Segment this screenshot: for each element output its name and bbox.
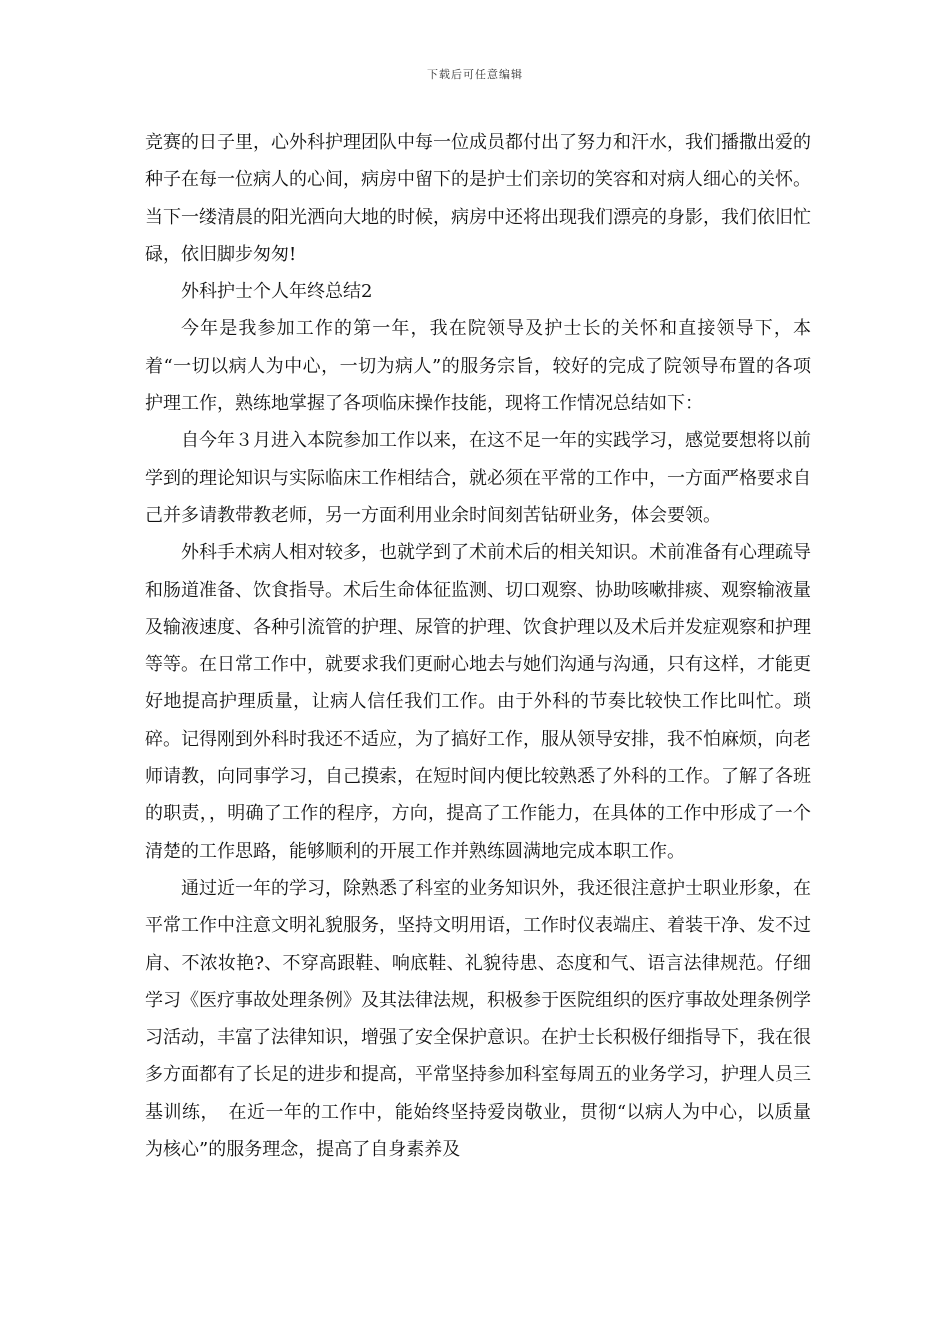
page-header-note: 下载后可任意编辑 <box>427 68 523 81</box>
paragraph-intro: 今年是我参加工作的第一年，我在院领导及护士长的关怀和直接领导下，本着“一切以病人为中心，一切为病人”的服务宗旨，较好的完成了院领导布置的各项护理工作，熟练地掌握了各项临床操作技能，现将工作情况总结如下： <box>145 318 811 415</box>
section-heading: 外科护士个人年终总结2 <box>181 281 373 303</box>
paragraph-surgery-knowledge: 外科手术病人相对较多，也就学到了术前术后的相关知识。术前准备有心理疏导和肠道准备、饮食指导。术后生命体征监测、切口观察、协助咳嗽排痰、观察输液量及输液速度、各种引流管的护理、尿管的护理、饮食护理以及术后并发症观察和护理等等。在日常工作中，就要求我们更耐心地去与她们沟通与沟通，只有这样，才能更好地提高护理质量，让病人信任我们工作。由于外科的节奏比较快工作比叫忙。琐碎。记得刚到外科时我还不适应，为了搞好工作，服从领导安排，我不怕麻烦，向老师请教，向同事学习，自己摸索，在短时间内便比较熟悉了外科的工作。了解了各班的职责，，明确了工作的程序，方向，提高了工作能力，在具体的工作中形成了一个清楚的工作思路，能够顺利的开展工作并熟练圆满地完成本职工作。 <box>145 542 811 862</box>
paragraph-continuation: 竞赛的日子里，心外科护理团队中每一位成员都付出了努力和汗水，我们播撒出爱的种子在每一位病人的心间，病房中留下的是护士们亲切的笑容和对病人细心的关怀。当下一缕清晨的阳光洒向大地的时候，病房中还将出现我们漂亮的身影，我们依旧忙碌，依旧脚步匆匆! <box>145 132 811 265</box>
document-body <box>145 124 811 1168</box>
paragraph-professional-image: 通过近一年的学习，除熟悉了科室的业务知识外，我还很注意护士职业形象，在平常工作中注意文明礼貌服务，坚持文明用语，工作时仪表端庄、着装干净、发不过肩、不浓妆艳?、不穿高跟鞋、响底鞋、礼貌待患、态度和气、语言法律规范。仔细学习《医疗事故处理条例》及其法律法规，积极参于医院组织的医疗事故处理条例学习活动，丰富了法律知识，增强了安全保护意识。在护士长积极仔细指导下，我在很多方面都有了长足的进步和提高，平常坚持参加科室每周五的业务学习，护理人员三基训练， 在近一年的工作中，能始终坚持爱岗敬业，贯彻“以病人为中心，以质量为核心”的服务理念，提高了自身素养及 <box>145 877 811 1161</box>
paragraph-practice: 自今年３月进入本院参加工作以来，在这不足一年的实践学习，感觉要想将以前学到的理论知识与实际临床工作相结合，就必须在平常的工作中，一方面严格要求自己并多请教带教老师，另一方面利用业余时间刻苦钻研业务，体会要领。 <box>145 430 811 526</box>
